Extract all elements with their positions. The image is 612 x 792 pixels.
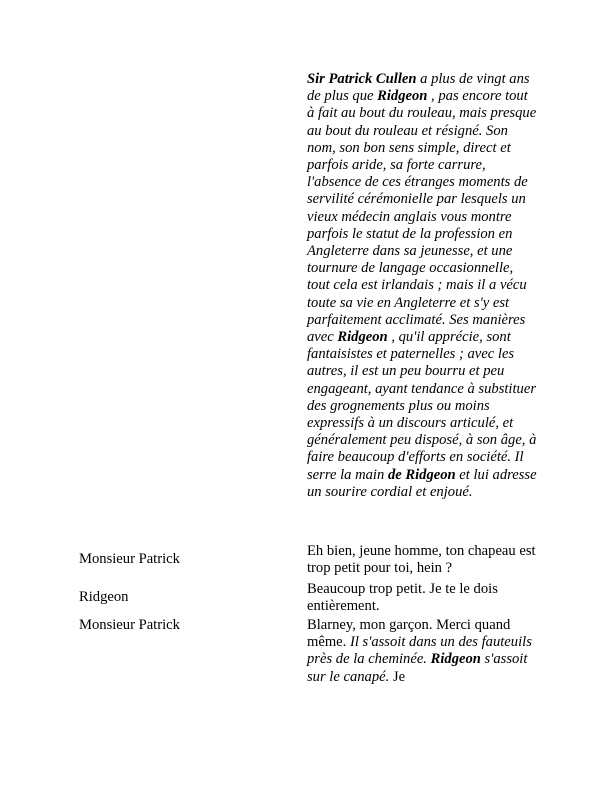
stage-direction-text: a plus de vingt ans de plus que (307, 71, 530, 105)
stage-direction-text: , pas encore tout à fait au bout du rouleau, mais presque au bout du rouleau et résigné. Son nom, son bon sens simple, direct et parfois aride, sa forte carrure, l'absence de ces étranges moments de servilité cérémonielle par lesquels un vieux médecin anglais vous montre parfois le statut de la profession en Angleterre dans sa jeunesse, et une tournure de langage occasionnelle, tout cela est irlandais ; mais il a vécu toute sa vie en Angleterre et s'y est parfaitement acclimaté. Ses manières avec (307, 88, 537, 346)
character-name: Sir Patrick Cullen (307, 71, 417, 87)
stage-direction (307, 71, 537, 501)
dialogue-line: Eh bien, jeune homme, ton chapeau est trop petit pour toi, hein ? (307, 543, 536, 577)
dialogue-line: Beaucoup trop petit. Je te le dois entièrement. (307, 581, 498, 615)
speaker-name: Ridgeon (79, 589, 129, 605)
character-name: Ridgeon (430, 651, 481, 668)
character-name: Ridgeon (377, 88, 428, 105)
speaker-name: Monsieur Patrick (79, 551, 180, 567)
dialogue-text: Blarney, mon garçon. Merci quand même. (307, 617, 511, 651)
stage-direction-text: , qu'il apprécie, sont fantaisistes et paternelles ; avec les autres, il est un peu bourru et peu engageant, ayant tendance à substituer des grognements plus ou moins expressifs à un discours articulé, et généralement peu disposé, à son âge, à faire beaucoup d'efforts en société. Il serre la main (307, 329, 537, 483)
stage-direction-inline: s'assoit sur le canapé. (307, 651, 528, 685)
character-name: Ridgeon (337, 329, 388, 346)
stage-direction-text: et lui adresse un sourire cordial et enjoué. (307, 466, 537, 500)
stage-direction-inline: Il s'assoit dans un des fauteuils près de la cheminée. (307, 634, 532, 668)
character-name: de Ridgeon (387, 466, 456, 483)
dialogue-line (307, 617, 537, 686)
speaker-name: Monsieur Patrick (79, 617, 180, 633)
dialogue-text: Je (389, 668, 406, 685)
